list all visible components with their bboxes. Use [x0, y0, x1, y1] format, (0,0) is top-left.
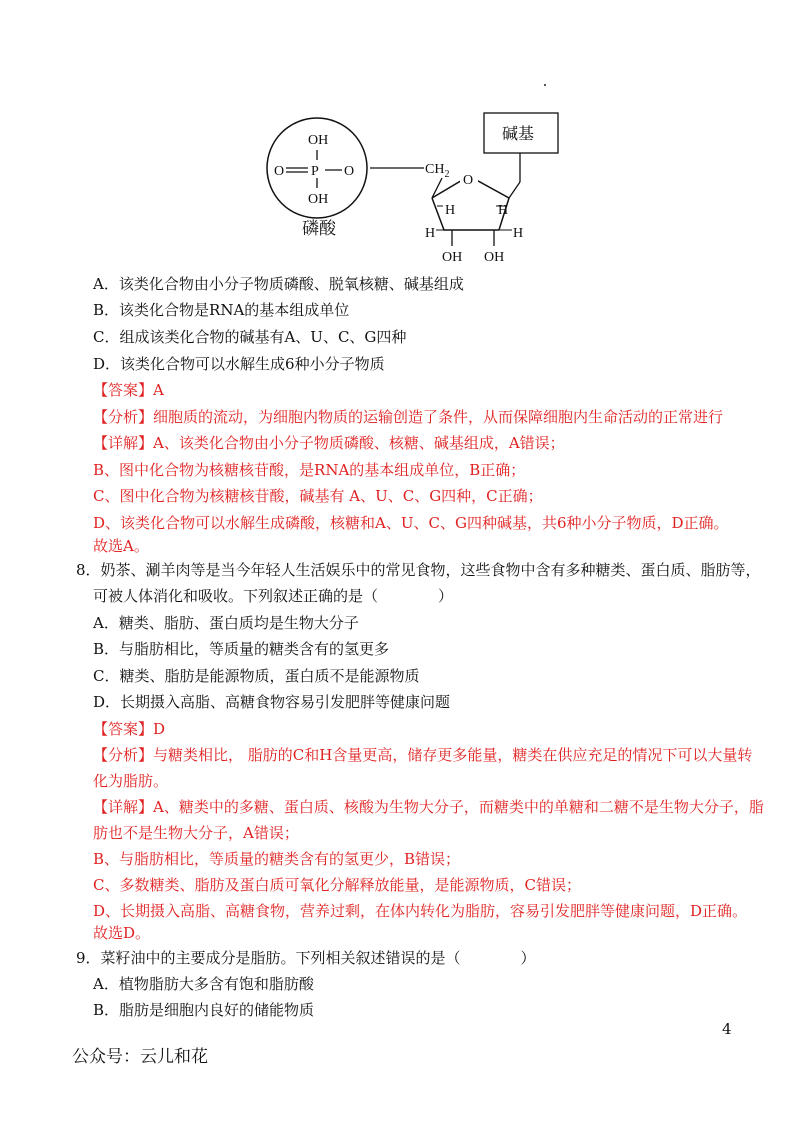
q8-conclusion: 故选D。 — [93, 924, 151, 942]
q8-option-c: C．糖类、脂肪是能源物质，蛋白质不是能源物质 — [93, 667, 420, 685]
o-left: O — [274, 164, 285, 179]
h-c2: H — [513, 226, 524, 241]
speck — [544, 84, 546, 86]
page-number: 4 — [722, 1020, 732, 1038]
o-right: O — [344, 164, 355, 179]
q9-option-b: B．脂肪是细胞内良好的储能物质 — [93, 1001, 315, 1019]
q8-analysis-1: 【分析】与糖类相比， 脂肪的C和H含量更高，储存更多能量，糖类在供应充足的情况下可以大量转 — [93, 746, 753, 764]
q8-stem-2: 可被人体消化和吸收。下列叙述正确的是（ ） — [93, 587, 454, 605]
q8-analysis-2: 化为脂肪。 — [93, 772, 169, 790]
q7-analysis: 【分析】细胞质的流动，为细胞内物质的运输创造了条件，从而保障细胞内生命活动的正常进行 — [93, 408, 724, 426]
q8-detail-2: 肪也不是生物大分子，A错误； — [93, 824, 299, 842]
base-label: 碱基 — [502, 124, 535, 143]
q8-detail-3: B、与脂肪相比，等质量的糖类含有的氢更少，B错误； — [93, 850, 461, 868]
q8-detail-4: C、多数糖类、脂肪及蛋白质可氧化分解释放能量，是能源物质，C错误； — [93, 876, 581, 894]
q7-detail-1: 【详解】A、该类化合物由小分子物质磷酸、核糖、碱基组成，A错误； — [93, 434, 565, 452]
q7-option-c: C．组成该类化合物的碱基有A、U、C、G四种 — [93, 328, 407, 346]
oh-top: OH — [308, 133, 329, 148]
q7-option-a: A．该类化合物由小分子物质磷酸、脱氧核糖、碱基组成 — [93, 275, 464, 293]
ch2-label: $CH_2$ — [425, 162, 450, 180]
q7-detail-3: C、图中化合物为核糖核苷酸，碱基有 A、U、C、G四种，C正确； — [93, 487, 543, 505]
q7-conclusion: 故选A。 — [93, 537, 149, 555]
q9-stem: 9．菜籽油中的主要成分是脂肪。下列相关叙述错误的是（ ） — [76, 949, 536, 967]
p-atom: P — [311, 164, 319, 179]
q7-option-b: B．该类化合物是RNA的基本组成单位 — [93, 301, 350, 319]
nucleotide-diagram — [262, 100, 562, 270]
q7-option-d: D．该类化合物可以水解生成6种小分子物质 — [93, 355, 385, 373]
q7-detail-2: B、图中化合物为核糖核苷酸，是RNA的基本组成单位，B正确； — [93, 461, 526, 479]
q8-option-d: D．长期摄入高脂、高糖食物容易引发肥胖等健康问题 — [93, 693, 451, 711]
q8-stem-1: 8．奶茶、涮羊肉等是当今年轻人生活娱乐中的常见食物，这些食物中含有多种糖类、蛋白质、脂肪等， — [76, 561, 761, 579]
ring-o: O — [463, 173, 474, 188]
q8-answer: 【答案】D — [93, 720, 166, 738]
q8-detail-5: D、长期摄入高脂、高糖食物，营养过剩，在体内转化为脂肪，容易引发肥胖等健康问题，D正确。 — [93, 902, 748, 920]
q7-detail-4: D、该类化合物可以水解生成磷酸，核糖和A、U、C、G四种碱基，共6种小分子物质，D正确。 — [93, 514, 729, 532]
phosphate-label: 磷酸 — [302, 219, 336, 239]
q8-option-b: B．与脂肪相比，等质量的糖类含有的氢更多 — [93, 640, 390, 658]
h-c3: H — [425, 226, 436, 241]
footer-watermark: 公众号：云儿和花 — [72, 1047, 208, 1067]
c1-to-base — [509, 182, 520, 198]
q9-option-a: A．植物脂肪大多含有饱和脂肪酸 — [93, 975, 314, 993]
oh-bottom: OH — [308, 192, 329, 207]
oh-c2: OH — [484, 250, 505, 265]
q8-option-a: A．糖类、脂肪、蛋白质均是生物大分子 — [93, 614, 359, 632]
oh-c3: OH — [442, 250, 463, 265]
h-c4: H — [445, 203, 456, 218]
q8-detail-1: 【详解】A、糖类中的多糖、蛋白质、核酸为生物大分子，而糖类中的单糖和二糖不是生物大分子，脂 — [93, 798, 764, 816]
q7-answer: 【答案】A — [93, 381, 164, 399]
h-c1: H — [498, 203, 509, 218]
nucleotide-figure — [262, 100, 562, 270]
